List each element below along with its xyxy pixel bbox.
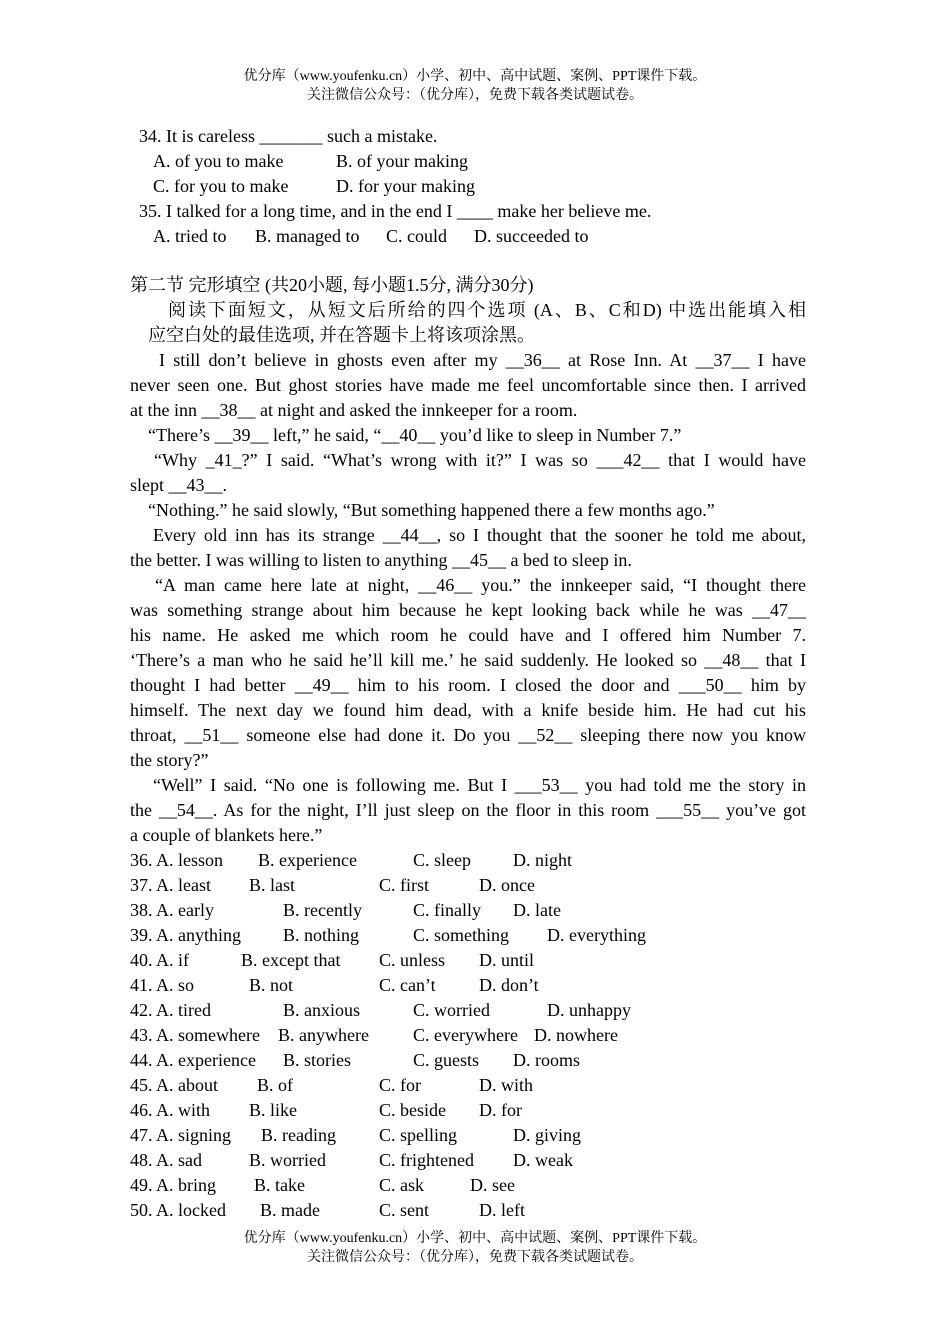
option-a: 36. A. lesson: [130, 850, 224, 870]
option-d: D. until: [479, 950, 535, 970]
q35-option-b: B. managed to: [255, 226, 360, 246]
passage-line: “There’s __39__ left,” he said, “__40__ you’d like to sleep in Number 7.”: [148, 425, 682, 445]
header-line-1: 优分库（www.youfenku.cn）小学、初中、高中试题、案例、PPT课件下载。: [243, 69, 707, 84]
section-instruction-2: 应空白处的最佳选项, 并在答题卡上将该项涂黑。: [148, 325, 535, 345]
option-a: 45. A. about: [130, 1075, 218, 1095]
passage-line: “Nothing.” he said slowly, “But something happened there a few months ago.”: [148, 500, 715, 520]
option-d: D. rooms: [513, 1050, 580, 1070]
q34-stem: 34. It is careless _______ such a mistake.: [139, 126, 438, 146]
passage-line: thought I had better __49__ him to his room. I closed the door and ___50__ him by: [130, 675, 806, 695]
footer-line-1: 优分库（www.youfenku.cn）小学、初中、高中试题、案例、PPT课件下载。: [243, 1231, 707, 1246]
option-d: D. weak: [513, 1150, 573, 1170]
option-d: D. left: [479, 1200, 525, 1220]
option-b: B. made: [260, 1200, 320, 1220]
option-c: C. first: [379, 875, 430, 895]
q35-stem: 35. I talked for a long time, and in the end I ____ make her believe me.: [139, 201, 652, 221]
section-title: 第二节 完形填空 (共20小题, 每小题1.5分, 满分30分): [130, 275, 534, 295]
passage-line: throat, __51__ someone else had done it. Do you __52__ sleeping there now you know: [130, 725, 806, 745]
passage-line: “A man came here late at night, __46__ you.” the innkeeper said, “I thought there: [155, 575, 806, 595]
option-d: D. with: [479, 1075, 533, 1095]
q34-option-d: D. for your making: [336, 176, 475, 196]
option-a: 43. A. somewhere: [130, 1025, 260, 1045]
option-d: D. unhappy: [547, 1000, 631, 1020]
passage-line: ‘There’s a man who he said he’ll kill me.’ he said suddenly. He looked so __48__ that I: [130, 650, 806, 670]
option-a: 39. A. anything: [130, 925, 241, 945]
option-c: C. can’t: [379, 975, 436, 995]
passage-line: a couple of blankets here.”: [130, 825, 323, 845]
passage-line: himself. The next day we found him dead, with a knife beside him. He had cut his: [130, 700, 806, 720]
option-a: 41. A. so: [130, 975, 195, 995]
option-d: D. for: [479, 1100, 522, 1120]
option-a: 37. A. least: [130, 875, 211, 895]
option-c: C. ask: [379, 1175, 424, 1195]
option-d: D. nowhere: [534, 1025, 618, 1045]
q34-option-a: A. of you to make: [153, 151, 284, 171]
option-c: C. something: [413, 925, 510, 945]
option-d: D. night: [513, 850, 573, 870]
option-b: B. not: [249, 975, 294, 995]
footer-line-2: 关注微信公众号：（优分库），免费下载各类试题试卷。: [307, 1250, 643, 1265]
page-header: [0, 67, 950, 105]
option-c: C. spelling: [379, 1125, 458, 1145]
option-b: B. nothing: [283, 925, 360, 945]
option-a: 44. A. experience: [130, 1050, 256, 1070]
passage-line: “Well” I said. “No one is following me. But I ___53__ you had told me the story in: [153, 775, 806, 795]
option-a: 47. A. signing: [130, 1125, 232, 1145]
passage-line: the __54__. As for the night, I’ll just sleep on the floor in this room ___55__ you’ve got: [130, 800, 806, 820]
option-a: 48. A. sad: [130, 1150, 202, 1170]
option-d: D. giving: [513, 1125, 582, 1145]
option-b: B. anxious: [283, 1000, 361, 1020]
passage-line: at the inn __38__ at night and asked the innkeeper for a room.: [130, 400, 578, 420]
option-d: D. late: [513, 900, 561, 920]
option-b: B. stories: [283, 1050, 352, 1070]
option-c: C. guests: [413, 1050, 480, 1070]
option-b: B. except that: [241, 950, 341, 970]
passage-line: the story?”: [130, 750, 209, 770]
passage-line: his name. He asked me which room he could have and I offered him Number 7.: [130, 625, 806, 645]
option-c: C. beside: [379, 1100, 446, 1120]
passage-line: was something strange about him because he kept looking back while he was __47__: [130, 600, 806, 620]
section-instruction-1: 阅读下面短文，从短文后所给的四个选项 (A、B、C和D) 中选出能填入相: [168, 300, 806, 320]
q35-option-d: D. succeeded to: [474, 226, 589, 246]
option-a: 42. A. tired: [130, 1000, 211, 1020]
q34-option-b: B. of your making: [336, 151, 468, 171]
passage-line: “Why _41_?” I said. “What’s wrong with it?” I was so ___42__ that I would have: [154, 450, 806, 470]
option-b: B. of: [257, 1075, 293, 1095]
option-a: 46. A. with: [130, 1100, 211, 1120]
option-a: 38. A. early: [130, 900, 214, 920]
option-a: 50. A. locked: [130, 1200, 226, 1220]
option-b: B. recently: [283, 900, 362, 920]
option-d: D. once: [479, 875, 535, 895]
page-footer: [0, 1229, 950, 1267]
passage-line: never seen one. But ghost stories have made me feel uncomfortable since then. I arrived: [130, 375, 806, 395]
option-d: D. everything: [547, 925, 646, 945]
option-a: 49. A. bring: [130, 1175, 217, 1195]
passage-line: I still don’t believe in ghosts even after my __36__ at Rose Inn. At __37__ I have: [159, 350, 806, 370]
option-b: B. like: [249, 1100, 297, 1120]
option-c: C. worried: [413, 1000, 490, 1020]
option-d: D. don’t: [479, 975, 539, 995]
option-a: 40. A. if: [130, 950, 190, 970]
header-line-2: 关注微信公众号：（优分库），免费下载各类试题试卷。: [307, 88, 643, 103]
passage-line: the better. I was willing to listen to anything __45__ a bed to sleep in.: [130, 550, 632, 570]
option-b: B. take: [254, 1175, 305, 1195]
option-b: B. worried: [249, 1150, 326, 1170]
option-c: C. finally: [413, 900, 481, 920]
option-c: C. sleep: [413, 850, 471, 870]
q34-option-c: C. for you to make: [153, 176, 289, 196]
q35-option-c: C. could: [386, 226, 447, 246]
passage-line: Every old inn has its strange __44__, so I thought that the sooner he told me about,: [153, 525, 806, 545]
option-c: C. everywhere: [413, 1025, 518, 1045]
option-c: C. sent: [379, 1200, 430, 1220]
option-c: C. unless: [379, 950, 446, 970]
option-b: B. reading: [261, 1125, 336, 1145]
option-d: D. see: [470, 1175, 515, 1195]
option-b: B. anywhere: [278, 1025, 369, 1045]
option-c: C. for: [379, 1075, 421, 1095]
q35-option-a: A. tried to: [153, 226, 227, 246]
option-c: C. frightened: [379, 1150, 474, 1170]
passage-line: slept __43__.: [130, 475, 227, 495]
option-b: B. last: [249, 875, 296, 895]
option-b: B. experience: [258, 850, 357, 870]
